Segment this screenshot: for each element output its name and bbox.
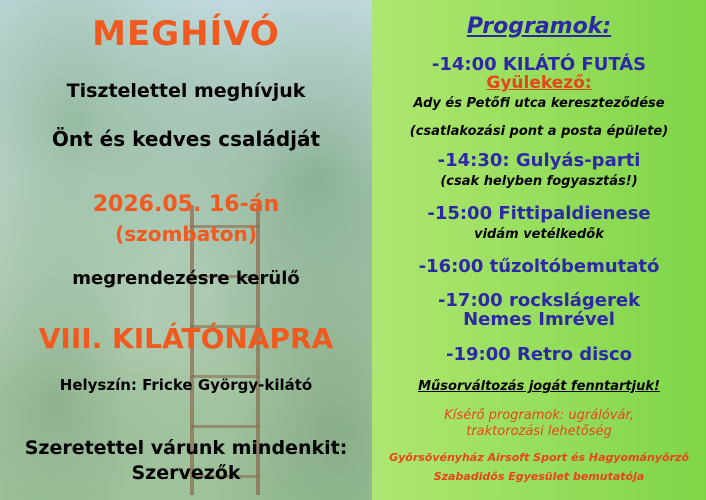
program-item-2-sub: (csak helyben fogyasztás!) bbox=[440, 174, 638, 189]
program-item-3-sub: vidám vetélkedők bbox=[474, 227, 604, 242]
greeting-line-1: Tisztelettel meghívjuk bbox=[66, 80, 306, 102]
side-programs-line-2: traktorozási lehetőség bbox=[466, 424, 612, 439]
programs-title: Programok: bbox=[466, 14, 612, 39]
right-programs-panel bbox=[372, 0, 706, 500]
gathering-note: (csatlakozási pont a posta épülete) bbox=[409, 124, 669, 139]
gathering-label: Gyülekező: bbox=[486, 73, 592, 93]
side-programs-line-4: Szabadidős Egyesület bemutatója bbox=[433, 470, 645, 483]
program-item-5-sub: Nemes Imrével bbox=[463, 309, 615, 330]
event-name: VIII. KILÁTÓNAPRA bbox=[38, 322, 334, 355]
held-text: megrendezésre kerülő bbox=[72, 268, 300, 289]
invitation-title: MEGHÍVÓ bbox=[92, 14, 280, 54]
side-programs-line-3: Győrsövényház Airsoft Sport és Hagyományőrző bbox=[389, 451, 689, 464]
change-notice: Műsorváltozás jogát fenntartjuk! bbox=[418, 379, 660, 394]
event-date: 2026.05. 16-án bbox=[92, 192, 280, 217]
program-item-5: -17:00 rockslágerek bbox=[437, 290, 641, 311]
program-item-6: -19:00 Retro disco bbox=[445, 344, 633, 365]
greeting-line-2: Önt és kedves családját bbox=[51, 127, 321, 151]
program-item-1: -14:00 KILÁTÓ FUTÁS bbox=[431, 54, 647, 75]
side-programs-line-1: Kísérő programok: ugrálóvár, bbox=[444, 408, 634, 423]
program-item-3: -15:00 Fittipaldienese bbox=[427, 203, 651, 224]
venue-text: Helyszín: Fricke György-kilátó bbox=[59, 376, 313, 394]
event-day: (szombaton) bbox=[115, 222, 257, 246]
program-item-2: -14:30: Gulyás-parti bbox=[437, 150, 641, 171]
organizers-text: Szervezők bbox=[131, 462, 241, 484]
gathering-place: Ady és Petőfi utca kereszteződése bbox=[413, 96, 665, 111]
welcome-text: Szeretettel várunk mindenkit: bbox=[24, 437, 348, 459]
program-item-4: -16:00 tűzoltóbemutató bbox=[418, 256, 660, 277]
